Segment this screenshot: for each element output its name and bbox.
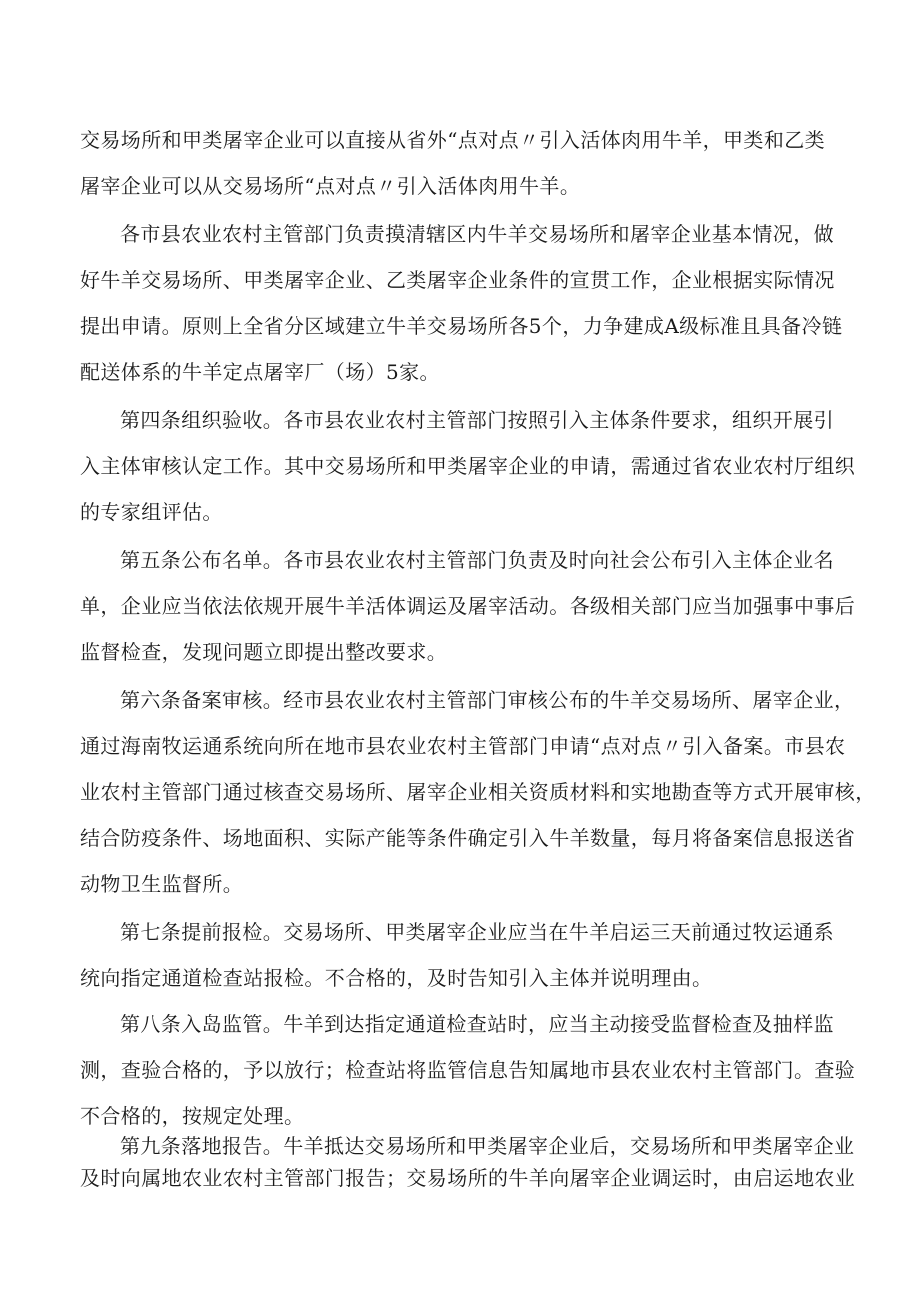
text-line: 统向指定通道检查站报检。不合格的，及时告知引入主体并说明理由。 bbox=[80, 966, 713, 990]
text-line: 测，查验合格的，予以放行；检查站将监管信息告知属地市县农业农村主管部门。查验 bbox=[80, 1058, 856, 1082]
text-line: 屠宰企业可以从交易场所“点对点〃引入活体肉用牛羊。 bbox=[80, 174, 581, 198]
article-7-first-line: 第七条提前报检。交易场所、甲类屠宰企业应当在牛羊启运三天前通过牧运通系 bbox=[120, 920, 834, 944]
article-6-first-line: 第六条备案审核。经市县农业农村主管部门审核公布的牛羊交易场所、屠宰企业， bbox=[120, 688, 855, 712]
text-line: 的专家组评估。 bbox=[80, 500, 223, 524]
text-line: 交易场所和甲类屠宰企业可以直接从省外“点对点〃引入活体肉用牛羊，甲类和乙类 bbox=[80, 128, 826, 152]
text-line: 不合格的，按规定处理。 bbox=[80, 1104, 305, 1128]
text-line: 入主体审核认定工作。其中交易场所和甲类屠宰企业的申请，需通过省农业农村厅组织 bbox=[80, 454, 856, 478]
article-4-first-line: 第四条组织验收。各市县农业农村主管部门按照引入主体条件要求，组织开展引 bbox=[120, 408, 834, 432]
text-line: 单，企业应当依法依规开展牛羊活体调运及屠宰活动。各级相关部门应当加强事中事后 bbox=[80, 594, 856, 618]
paragraph-first-line: 各市县农业农村主管部门负责摸清辖区内牛羊交易场所和屠宰企业基本情况，做 bbox=[120, 222, 834, 246]
text-line: 监督检查，发现问题立即提出整改要求。 bbox=[80, 640, 448, 664]
text-line: 好牛羊交易场所、甲类屠宰企业、乙类屠宰企业条件的宣贯工作，企业根据实际情况 bbox=[80, 268, 835, 292]
text-line: 配送体系的牛羊定点屠宰厂（场）5家。 bbox=[80, 360, 440, 384]
text-line: 结合防疫条件、场地面积、实际产能等条件确定引入牛羊数量，每月将备案信息报送省 bbox=[80, 826, 856, 850]
text-line: 动物卫生监督所。 bbox=[80, 872, 244, 896]
article-9-first-line: 第九条落地报告。牛羊抵达交易场所和甲类屠宰企业后，交易场所和甲类屠宰企业 bbox=[120, 1134, 855, 1158]
article-5-first-line: 第五条公布名单。各市县农业农村主管部门负责及时向社会公布引入主体企业名 bbox=[120, 548, 834, 572]
text-line: 提出申请。原则上全省分区域建立牛羊交易场所各5个，力争建成A级标准且具备冷链 bbox=[80, 314, 843, 338]
text-line: 业农村主管部门通过核查交易场所、屠宰企业相关资质材料和实地勘查等方式开展审核， bbox=[80, 780, 876, 804]
article-8-first-line: 第八条入岛监管。牛羊到达指定通道检查站时，应当主动接受监督检查及抽样监 bbox=[120, 1012, 834, 1036]
text-line: 及时向属地农业农村主管部门报告；交易场所的牛羊向屠宰企业调运时，由启运地农业 bbox=[80, 1166, 856, 1190]
text-line: 通过海南牧运通系统向所在地市县农业农村主管部门申请“点对点〃引入备案。市县农 bbox=[80, 734, 846, 758]
